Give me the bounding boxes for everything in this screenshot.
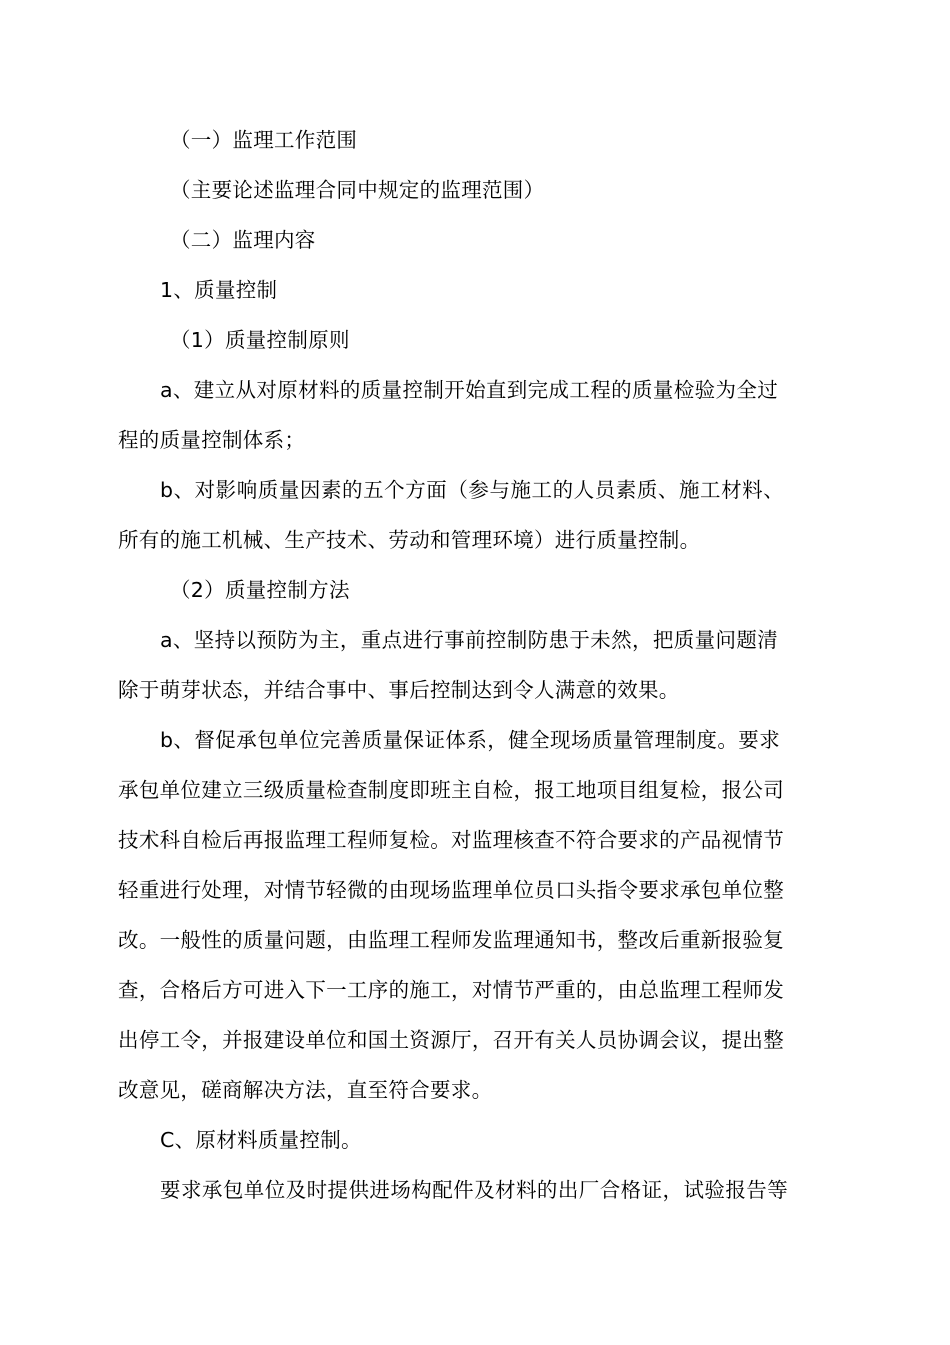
paragraph-line: 查，合格后方可进入下一工序的施工，对情节严重的，由总监理工程师发 — [118, 978, 784, 1002]
item-heading-methods: （2）质量控制方法 — [170, 578, 350, 602]
item-heading-materials: C、原材料质量控制。 — [160, 1128, 362, 1152]
paragraph-line: b、督促承包单位完善质量保证体系，健全现场质量管理制度。要求 — [160, 728, 780, 752]
paragraph-line: 轻重进行处理，对情节轻微的由现场监理单位员口头指令要求承包单位整 — [118, 878, 784, 902]
paragraph-line: 所有的施工机械、生产技术、劳动和管理环境）进行质量控制。 — [118, 528, 701, 552]
paragraph-line: 改。一般性的质量问题，由监理工程师发监理通知书，整改后重新报验复 — [118, 928, 784, 952]
item-heading-principles: （1）质量控制原则 — [170, 328, 350, 352]
section-heading-scope: （一）监理工作范围 — [170, 128, 358, 152]
scope-note: （主要论述监理合同中规定的监理范围） — [170, 178, 545, 202]
paragraph-line: 除于萌芽状态，并结合事中、事后控制达到令人满意的效果。 — [118, 678, 680, 702]
paragraph-line: a、坚持以预防为主，重点进行事前控制防患于未然，把质量问题清 — [160, 628, 778, 652]
paragraph-line: 程的质量控制体系； — [118, 428, 306, 452]
paragraph-line: 出停工令，并报建设单位和国土资源厅，召开有关人员协调会议，提出整 — [118, 1028, 784, 1052]
paragraph-line: 承包单位建立三级质量检查制度即班主自检，报工地项目组复检，报公司 — [118, 778, 784, 802]
paragraph-line: 改意见，磋商解决方法，直至符合要求。 — [118, 1078, 493, 1102]
section-heading-content: （二）监理内容 — [170, 228, 316, 252]
subsection-heading-quality: 1、质量控制 — [160, 278, 278, 302]
paragraph-line: a、建立从对原材料的质量控制开始直到完成工程的质量检验为全过 — [160, 378, 778, 402]
paragraph-line: 要求承包单位及时提供进场构配件及材料的出厂合格证，试验报告等 — [160, 1178, 788, 1202]
paragraph-line: 技术科自检后再报监理工程师复检。对监理核查不符合要求的产品视情节 — [118, 828, 784, 852]
paragraph-line: b、对影响质量因素的五个方面（参与施工的人员素质、施工材料、 — [160, 478, 784, 502]
